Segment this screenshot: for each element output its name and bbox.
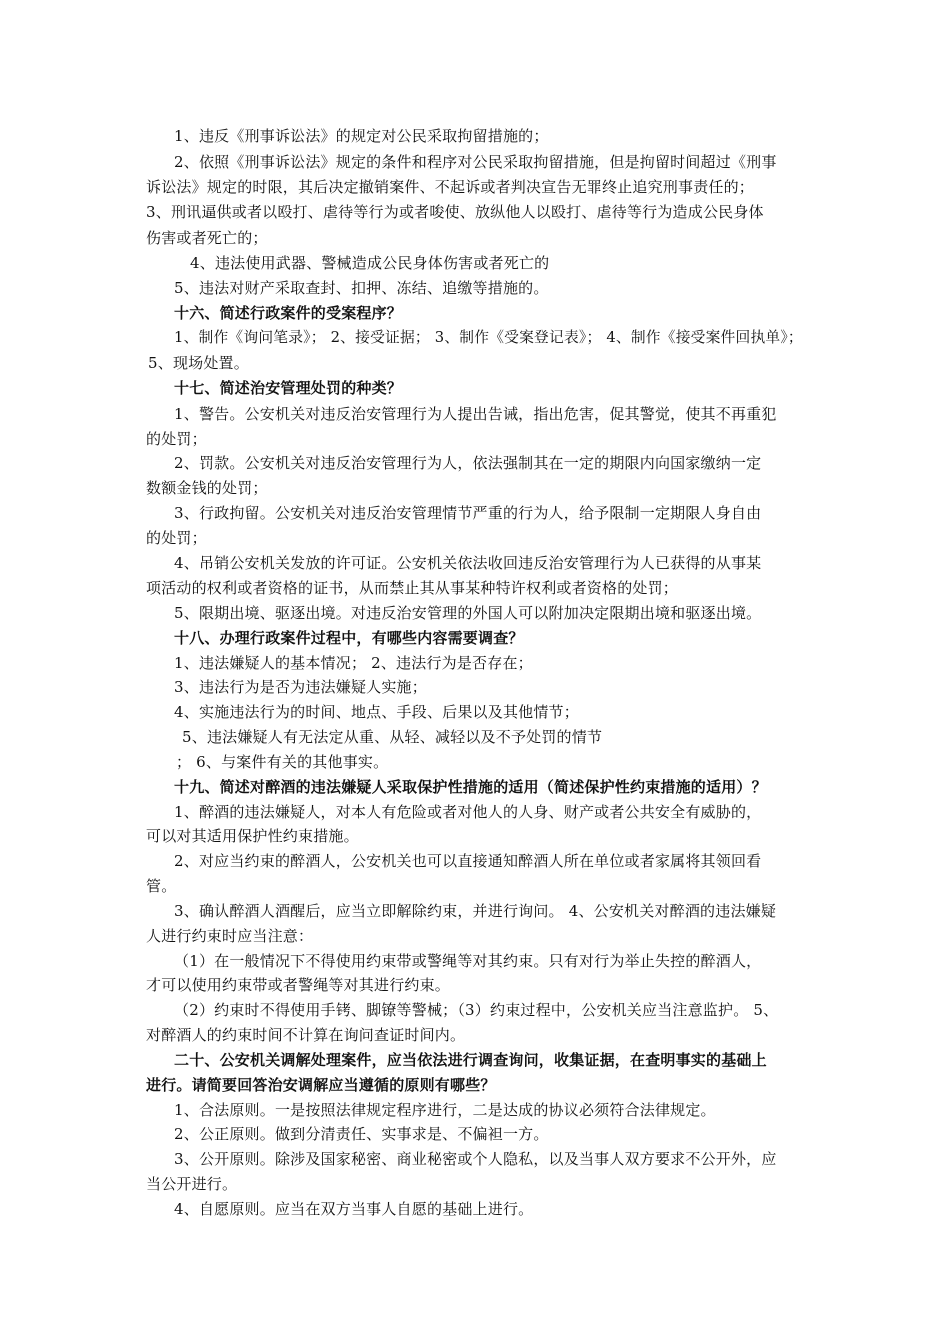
paragraph-line: 的处罚； [146, 529, 207, 547]
paragraph-line: 3、确认醉酒人酒醒后，应当立即解除约束，并进行询问。 4、公安机关对醉酒的违法嫌疑 [174, 902, 777, 920]
paragraph-line: 伤害或者死亡的； [146, 229, 268, 247]
paragraph-line: 管。 [146, 877, 177, 895]
paragraph-line: 对醉酒人的约束时间不计算在询问查证时间内。 [146, 1026, 466, 1044]
paragraph-line: 数额金钱的处罚； [146, 479, 268, 497]
paragraph-line: 1、违法嫌疑人的基本情况； 2、违法行为是否存在； [174, 654, 533, 672]
paragraph-line: ； 6、与案件有关的其他事实。 [176, 753, 389, 771]
paragraph-line: 诉讼法》规定的时限，其后决定撤销案件、不起诉或者判决宣告无罪终止追究刑事责任的； [146, 178, 755, 196]
paragraph-line: 1、违反《刑事诉讼法》的规定对公民采取拘留措施的； [174, 127, 549, 145]
section-heading: 十八、办理行政案件过程中，有哪些内容需要调查？ [174, 629, 524, 647]
paragraph-line: 3、行政拘留。公安机关对违反治安管理情节严重的行为人，给予限制一定期限人身自由 [174, 504, 762, 522]
paragraph-line: 4、自愿原则。应当在双方当事人自愿的基础上进行。 [174, 1200, 534, 1218]
paragraph-line: 4、吊销公安机关发放的许可证。公安机关依法收回违反治安管理行为人已获得的从事某 [174, 554, 762, 572]
paragraph-line: （2）约束时不得使用手铐、脚镣等警械；（3）约束过程中，公安机关应当注意监护。 5、 [174, 1001, 779, 1019]
paragraph-line: 当公开进行。 [146, 1175, 238, 1193]
paragraph-line: 2、对应当约束的醉酒人，公安机关也可以直接通知醉酒人所在单位或者家属将其领回看 [174, 852, 762, 870]
paragraph-line: 5、违法对财产采取查封、扣押、冻结、追缴等措施的。 [174, 279, 549, 297]
paragraph-line: 人进行约束时应当注意： [146, 927, 314, 945]
paragraph-line: 3、公开原则。除涉及国家秘密、商业秘密或个人隐私，以及当事人双方要求不公开外，应 [174, 1150, 777, 1168]
paragraph-line: 2、罚款。公安机关对违反治安管理行为人，依法强制其在一定的期限内向国家缴纳一定 [174, 454, 762, 472]
paragraph-line: 5、现场处置。 [148, 354, 249, 372]
section-heading: 十七、简述治安管理处罚的种类？ [174, 379, 403, 397]
paragraph-line: 1、警告。公安机关对违反治安管理行为人提出告诫，指出危害，促其警觉，使其不再重犯 [174, 405, 777, 423]
paragraph-line: 3、违法行为是否为违法嫌疑人实施； [174, 678, 427, 696]
paragraph-line: 4、实施违法行为的时间、地点、手段、后果以及其他情节； [174, 703, 579, 721]
paragraph-line: 1、制作《询问笔录》； 2、接受证据； 3、制作《受案登记表》； 4、制作《接受案件回执单》； [174, 329, 803, 346]
paragraph-line: 项活动的权利或者资格的证书，从而禁止其从事某种特许权利或者资格的处罚； [146, 579, 679, 597]
paragraph-line: 4、违法使用武器、警械造成公民身体伤害或者死亡的 [190, 254, 550, 272]
section-heading: 十九、简述对醉酒的违法嫌疑人采取保护性措施的适用（简述保护性约束措施的适用）？ [174, 778, 767, 796]
section-heading: 十六、简述行政案件的受案程序？ [174, 304, 403, 322]
paragraph-line: 5、违法嫌疑人有无法定从重、从轻、减轻以及不予处罚的情节 [182, 728, 603, 746]
paragraph-line: 2、依照《刑事诉讼法》规定的条件和程序对公民采取拘留措施，但是拘留时间超过《刑事 [174, 153, 777, 171]
paragraph-line: （1）在一般情况下不得使用约束带或警绳等对其约束。只有对行为举止失控的醉酒人， [174, 952, 762, 970]
paragraph-line: 1、合法原则。一是按照法律规定程序进行，二是达成的协议必须符合法律规定。 [174, 1101, 716, 1119]
section-heading: 二十、公安机关调解处理案件，应当依法进行调查询问，收集证据，在查明事实的基础上 [174, 1051, 767, 1069]
paragraph-line: 5、限期出境、驱逐出境。对违反治安管理的外国人可以附加决定限期出境和驱逐出境。 [174, 604, 762, 622]
section-heading: 进行。请简要回答治安调解应当遵循的原则有哪些？ [146, 1076, 496, 1094]
paragraph-line: 的处罚； [146, 430, 207, 448]
paragraph-line: 才可以使用约束带或者警绳等对其进行约束。 [146, 976, 451, 994]
paragraph-line: 可以对其适用保护性约束措施。 [146, 827, 359, 845]
paragraph-line: 1、醉酒的违法嫌疑人，对本人有危险或者对他人的人身、财产或者公共安全有威胁的， [174, 803, 762, 821]
paragraph-line: 2、公正原则。做到分清责任、实事求是、不偏袒一方。 [174, 1125, 549, 1143]
paragraph-line: 3、刑讯逼供或者以殴打、虐待等行为或者唆使、放纵他人以殴打、虐待等行为造成公民身体 [146, 203, 764, 221]
